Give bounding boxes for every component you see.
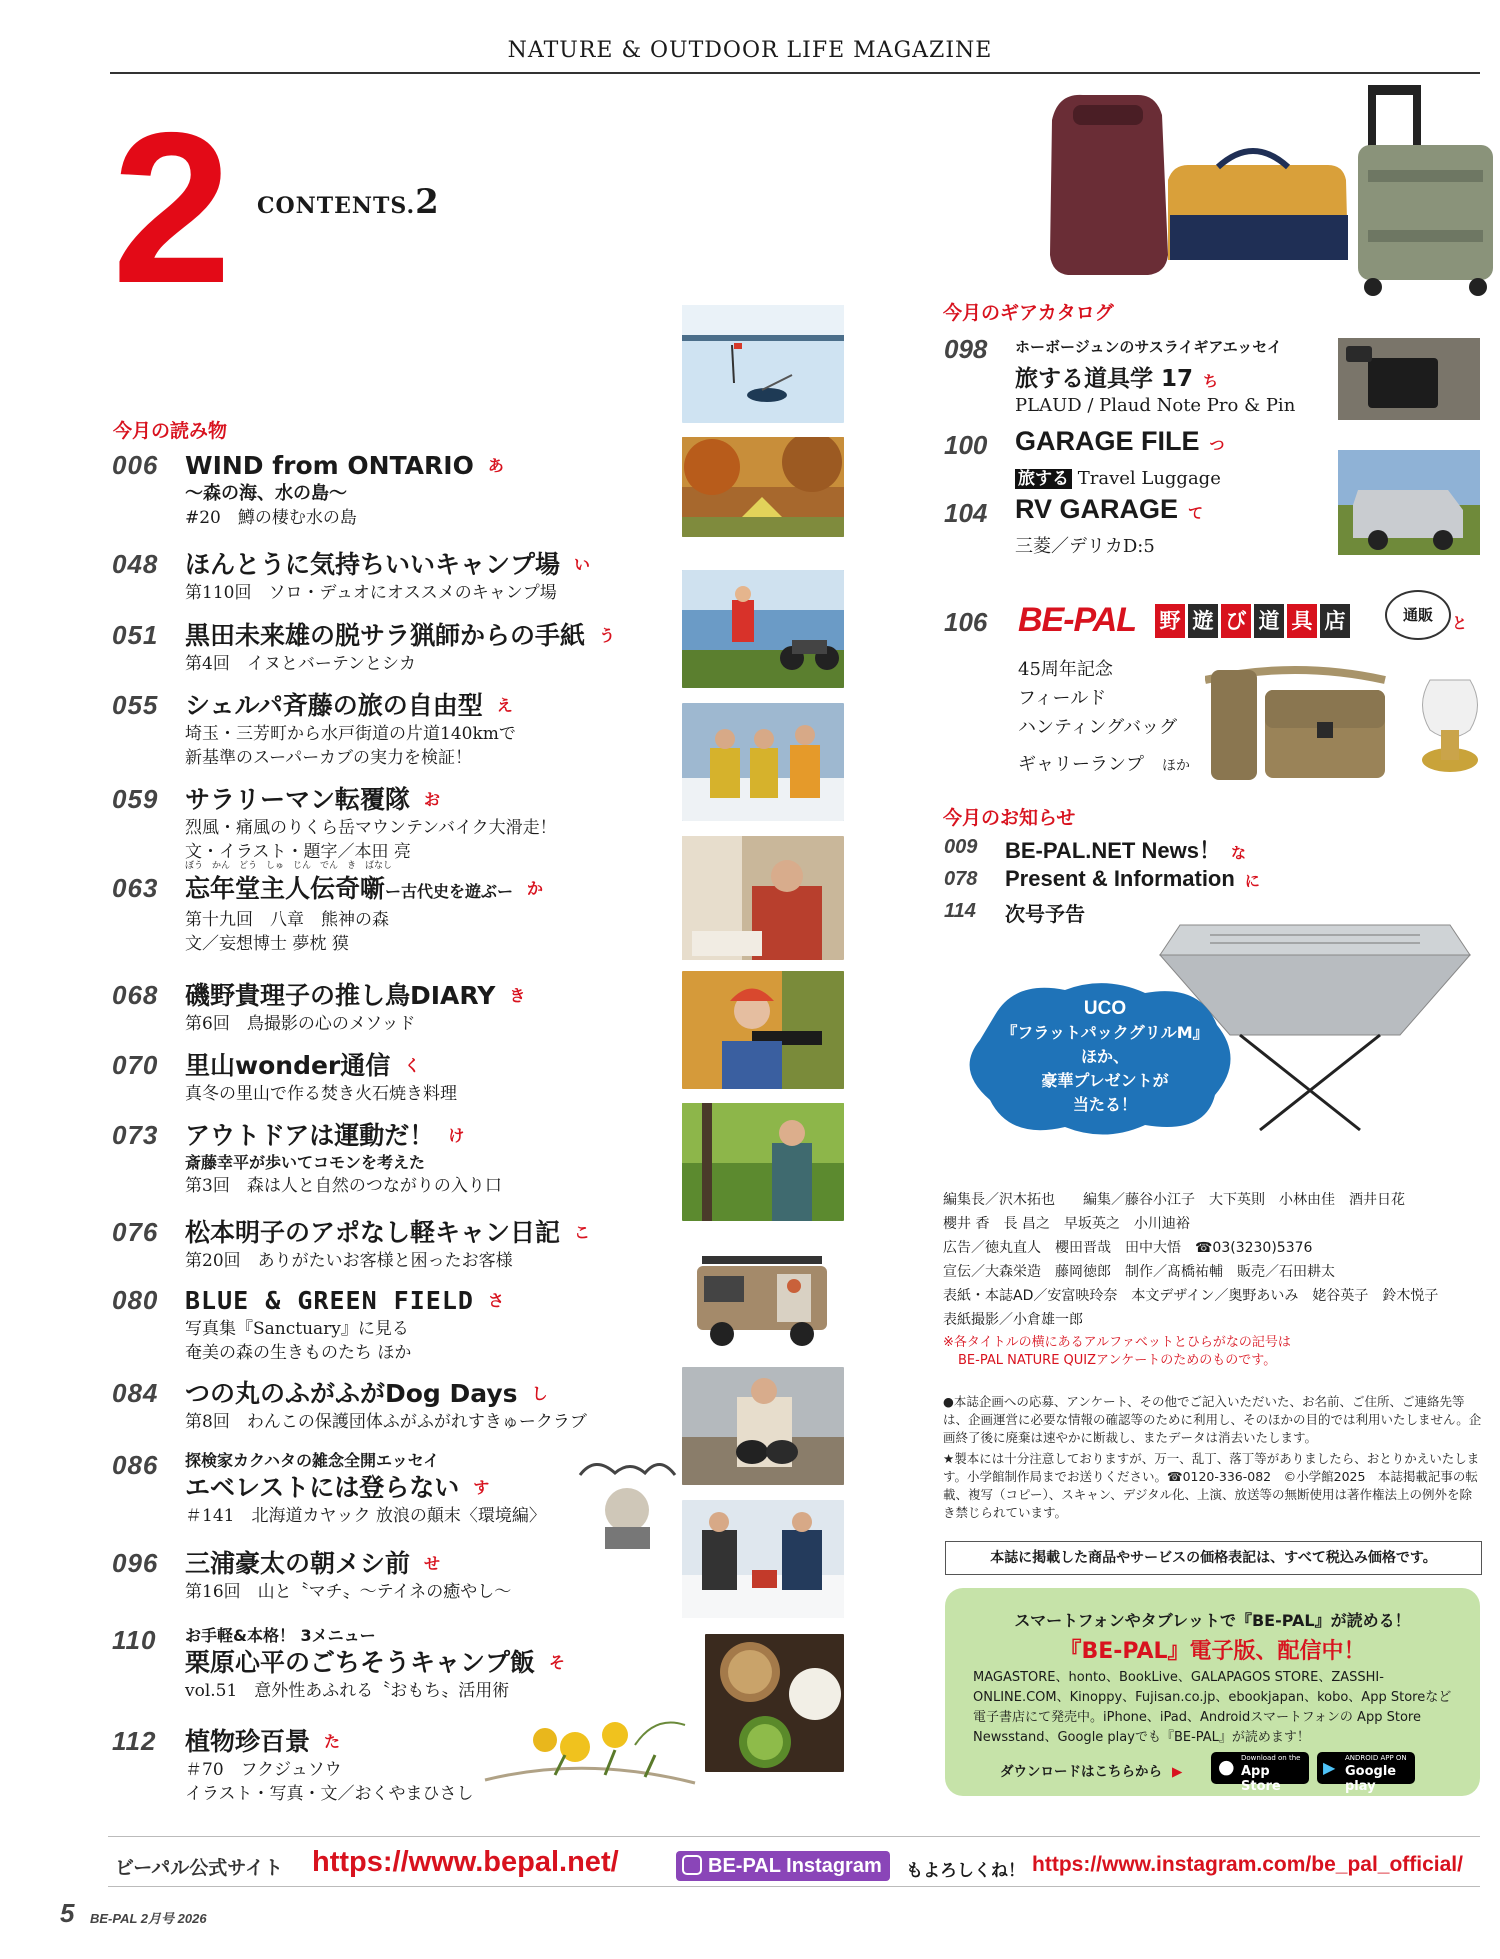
toc-subtitle: 烈風・痛風のりくら岳マウンテンバイク大滑走！: [185, 818, 557, 838]
apple-icon: ●: [1218, 1756, 1235, 1778]
shop-name-char: 店: [1320, 604, 1350, 638]
toc-subtitle: 第4回 イヌとバーテンとシカ: [185, 654, 416, 674]
toc-title: [185, 1647, 685, 1679]
credit-line: 表紙・本誌AD／安富映玲奈 本文デザイン／奥野あいみ 姥谷英子 鈴木悦子: [943, 1288, 1439, 1304]
photo-hunting-bag-lamp: [1205, 650, 1485, 790]
app-store-label: App Store: [1241, 1764, 1281, 1794]
toc-body: [185, 1625, 685, 1703]
toc-title: [185, 1050, 685, 1082]
quiz-mark: く: [404, 1056, 421, 1075]
toc-page-number: 110: [112, 1625, 157, 1655]
instagram-url-link[interactable]: https://www.instagram.com/be_pal_official/: [1032, 1853, 1463, 1876]
reading-section-title: 今月の読み物: [113, 420, 228, 442]
gear-kicker: ホーボージュンのサスライギアエッセイ: [1015, 338, 1282, 356]
quiz-mark: い: [574, 555, 591, 574]
toc-body: [185, 1120, 685, 1198]
credit-line: 表紙撮影／小倉雄一郎: [943, 1312, 1083, 1328]
toc-subtitle: イラスト・写真・文／おくやまひさし: [185, 1784, 474, 1804]
gear-title: [1015, 360, 1218, 393]
toc-page-number: 051: [112, 620, 159, 650]
toc-page-number: 096: [112, 1548, 159, 1578]
toc-page-number: 059: [112, 784, 159, 814]
quiz-mark: き: [509, 986, 526, 1005]
news-page-number: 078: [944, 868, 978, 890]
toc-title: [185, 1285, 685, 1317]
credit-line: 編集長／沢木拓也 編集／藤谷小江子 大下英則 小林由佳 酒井日花: [943, 1192, 1405, 1208]
photo-writer-desk: [682, 836, 844, 960]
google-play-label: Google play: [1345, 1764, 1397, 1794]
news-title-text: BE-PAL.NET News！: [1005, 838, 1221, 863]
gear-title: [1015, 494, 1203, 525]
shop-name-char: 具: [1287, 604, 1317, 638]
gear-title: [1015, 426, 1225, 457]
shop-line: [1018, 750, 1190, 781]
news-title: [1005, 866, 1260, 892]
instagram-icon: [682, 1855, 702, 1875]
instagram-text: もよろしくね！: [906, 1861, 1025, 1881]
toc-title: [185, 1120, 685, 1152]
toc-body: [185, 1050, 685, 1106]
gear-page-number: 100: [944, 430, 988, 460]
toc-title-text: 松本明子のアポなし軽キャン日記: [185, 1218, 561, 1247]
shop-page-number: 106: [944, 607, 988, 637]
toc-body: [185, 1548, 685, 1604]
quiz-mark: に: [1244, 873, 1260, 890]
toc-title: [185, 1217, 685, 1249]
toc-body: [185, 450, 685, 530]
google-play-small-label: ANDROID APP ON: [1345, 1754, 1407, 1762]
toc-page-number: 006: [112, 450, 159, 480]
instagram-badge-label: BE-PAL Instagram: [708, 1855, 882, 1877]
shop-mailorder-bubble: 通販: [1385, 590, 1451, 640]
photo-ice-fishing: [682, 305, 844, 423]
toc-page-number: 068: [112, 980, 159, 1010]
google-play-button[interactable]: [1317, 1752, 1415, 1794]
defect-note: ★製本には十分注意しておりますが、万一、乱丁、落丁等がありましたら、おとりかえいたします。小学館制作局までお送りください。☎0120-336-082 ©小学館2025 本誌掲載記事の転載、複写（コピー）、スキャン、デジタル化、上演、放送等の無断使用は著作権法上の例外を除き禁じられています。: [943, 1451, 1480, 1520]
quiz-mark: つ: [1209, 437, 1225, 454]
quiz-mark: せ: [424, 1554, 441, 1573]
toc-kicker: 斎藤幸平が歩いてコモンを考えた: [185, 1153, 426, 1172]
shop-line: ハンティングバッグ: [1018, 717, 1178, 738]
toc-page-number: 055: [112, 690, 159, 720]
toc-page-number: 084: [112, 1378, 159, 1408]
quiz-mark: お: [424, 790, 441, 809]
toc-body: [185, 784, 685, 864]
shop-name-char: 道: [1254, 604, 1284, 638]
arrow-right-icon: ▶: [1172, 1764, 1183, 1780]
shop-hoka: ほか: [1162, 758, 1190, 774]
site-url-link[interactable]: https://www.bepal.net/: [312, 1846, 619, 1878]
quiz-mark: し: [531, 1384, 548, 1403]
shop-line-text: ギャリーランプ: [1018, 754, 1144, 775]
shop-name-char: び: [1221, 604, 1251, 638]
gear-sub: PLAUD / Plaud Note Pro & Pin: [1015, 395, 1296, 416]
toc-title-text: サラリーマン転覆隊: [185, 785, 411, 814]
toc-title-text: エベレストには登らない: [185, 1473, 460, 1502]
quiz-mark: て: [1188, 505, 1204, 522]
credit-line: 櫻井 香 長 昌之 早坂英之 小川迪裕: [943, 1216, 1190, 1232]
contents-label-text: CONTENTS.: [257, 193, 416, 219]
photo-camp-meal: [705, 1634, 844, 1772]
notice-line: BE-PAL NATURE QUIZアンケートのためのものです。: [958, 1353, 1277, 1368]
shop-name: [1155, 604, 1350, 638]
toc-subtitle: ＃70 フクジュソウ: [185, 1760, 342, 1780]
digital-title: 『BE-PAL』電子版、配信中！: [1059, 1639, 1366, 1664]
toc-title: [185, 450, 685, 482]
shop-lines: [1018, 655, 1190, 781]
toc-title-text: 磯野貴理子の推し鳥DIARY: [185, 981, 496, 1010]
digital-body: MAGASTORE、honto、BookLive、GALAPAGOS STORE、ZASSHI-ONLINE.COM、Kinoppy、Fujisan.co.jp、ebookjapan、kobo、App Storeなど電子書店にて発売中。iPhone、iPad、Androidスマートフォンの App Store Newsstand、Google playでも『BE-PAL』が読めます！: [973, 1670, 1452, 1745]
shop-name-char: 遊: [1188, 604, 1218, 638]
present-bubble-text: [985, 997, 1225, 1117]
contents-label: [257, 182, 440, 222]
toc-body: [185, 1378, 685, 1434]
toc-title: [185, 980, 685, 1012]
present-bubble-line: UCO: [1083, 998, 1127, 1019]
toc-title-text: シェルパ斉藤の旅の自由型: [185, 691, 483, 720]
toc-subtitle: 新基準のスーパーカブの実力を検証！: [185, 748, 472, 768]
news-section-title: 今月のお知らせ: [943, 807, 1076, 829]
credit-line: 宣伝／大森栄造 藤岡徳郎 制作／髙橋祐輔 販売／石田耕太: [943, 1264, 1335, 1280]
contents-label-number: 2: [415, 182, 440, 222]
gear-title-text: RV GARAGE: [1015, 494, 1179, 524]
toc-subtitle: 第8回 わんこの保護団体ふがふがれすきゅークラブ: [185, 1412, 587, 1432]
toc-page-number: 080: [112, 1285, 159, 1315]
toc-page-number: 063: [112, 873, 159, 903]
credit-line: 広告／徳丸直人 櫻田晋哉 田中大悟 ☎03(3230)5376: [943, 1240, 1313, 1256]
download-label: [1000, 1760, 1182, 1780]
toc-title-text: 植物珍百景: [185, 1727, 311, 1756]
gear-page-number: 104: [944, 498, 988, 528]
toc-subtitle: 文／妄想博士 夢枕 獏: [185, 934, 349, 954]
quiz-mark: か: [527, 879, 544, 898]
quiz-mark: す: [473, 1478, 490, 1497]
toc-subtitle: 第十九回 八章 熊神の森: [185, 910, 389, 930]
news-title-text: Present & Information: [1005, 866, 1235, 891]
footer-divider: [108, 1886, 1480, 1887]
quiz-notice: [943, 1334, 1483, 1370]
toc-kicker: 探検家カクハタの雑念全開エッセイ: [185, 1451, 440, 1470]
shop-line: 45周年記念: [1018, 659, 1113, 680]
page-number: 5: [60, 1898, 75, 1928]
toc-subtitle: 文・イラスト・題字／本田 亮: [185, 842, 411, 862]
contents-big-number: 2: [112, 87, 226, 328]
photo-forest-man: [682, 1103, 844, 1221]
present-bubble-line: 『フラットパックグリルM』: [1001, 1023, 1209, 1042]
news-page-number: 009: [944, 836, 978, 858]
tax-notice-box: 本誌に掲載した商品やサービスの価格表記は、すべて税込み価格です。: [945, 1541, 1482, 1575]
staff-credits: [943, 1188, 1463, 1332]
toc-title: [185, 784, 685, 816]
toc-title: [185, 1548, 685, 1580]
toc-page-number: 112: [112, 1726, 157, 1756]
shop-brand: BE-PAL: [1018, 601, 1137, 639]
toc-subtitle: 〜森の海、水の島〜: [185, 483, 347, 504]
news-title: 次号予告: [1005, 902, 1085, 926]
toc-subtitle: 埼玉・三芳町から水戸街道の片道140kmで: [185, 724, 516, 744]
toc-body: [185, 690, 685, 770]
privacy-note: ●本誌企画への応募、アンケート、その他でご記入いただいた、お名前、ご住所、ご連絡先等は、企画運営に必要な情報の確認等のために利用し、そのほかの目的では利用いたしません。企画終了後に廃棄は速やかに断裁し、またデータは消去いたします。: [943, 1394, 1482, 1445]
site-label: ビーパル公式サイト: [115, 1857, 283, 1879]
toc-title: [185, 620, 685, 652]
toc-page-number: 070: [112, 1050, 159, 1080]
toc-title-text: つの丸のふがふがDog Days: [185, 1379, 518, 1408]
toc-subtitle: 第16回 山と〝マチ〟〜テイネの癒やし〜: [185, 1582, 512, 1602]
gear-sub: [1015, 464, 1221, 489]
photo-delica: [1338, 450, 1480, 555]
illustration-moose-man: [575, 1455, 680, 1550]
photo-camp-autumn: [682, 437, 844, 537]
photo-river-bike: [682, 570, 844, 688]
quiz-mark: こ: [574, 1223, 591, 1242]
photo-plaud: [1338, 338, 1480, 420]
photo-bird-camera: [682, 971, 844, 1089]
quiz-mark: ち: [1203, 372, 1219, 390]
app-store-small-label: Download on the: [1241, 1754, 1301, 1762]
toc-body: [185, 549, 685, 605]
quiz-mark: た: [324, 1732, 341, 1751]
quiz-mark: け: [448, 1126, 465, 1145]
shop-name-char: 野: [1155, 604, 1185, 638]
toc-title: [185, 690, 685, 722]
gear-page-number: 098: [944, 334, 988, 364]
toc-body: [185, 620, 685, 676]
toc-title: [185, 873, 685, 908]
toc-subtitle: vol.51 意外性あふれる〝おもち〟活用術: [185, 1681, 510, 1701]
gear-sub: 三菱／デリカD:5: [1015, 536, 1155, 557]
gear-sub-tag: 旅する: [1015, 469, 1072, 489]
present-bubble-line: 豪華プレゼントが: [1041, 1071, 1169, 1090]
google-play-icon: ▶: [1323, 1758, 1336, 1777]
quiz-mark: え: [496, 696, 513, 715]
toc-body: [185, 1285, 685, 1365]
toc-title-suffix: ー古代史を遊ぶー: [385, 882, 514, 901]
toc-body: [185, 1217, 685, 1273]
toc-title-text: WIND from ONTARIO: [185, 451, 474, 480]
toc-title-text: ほんとうに気持ちいいキャンプ場: [185, 550, 561, 579]
magazine-tagline: NATURE & OUTDOOR LIFE MAGAZINE: [507, 38, 993, 63]
toc-kicker: お手軽&本格！ 3メニュー: [185, 1626, 376, 1645]
footer-divider: [108, 1836, 1480, 1837]
toc-page-number: 076: [112, 1217, 159, 1247]
toc-title-text: 栗原心平のごちそうキャンプ飯: [185, 1648, 536, 1677]
digital-edition-box: [945, 1588, 1480, 1796]
toc-subtitle: 第20回 ありがたいお客様と困ったお客様: [185, 1251, 513, 1271]
toc-subtitle: ＃141 北海道カヤック 放浪の顛末〈環境編〉: [185, 1506, 546, 1526]
download-label-text: ダウンロードはこちらから: [1000, 1764, 1162, 1780]
toc-ruby: ぼう かん どう しゅ じん でん き ばなし: [185, 861, 393, 871]
toc-body: [185, 980, 685, 1036]
quiz-mark: さ: [487, 1291, 504, 1310]
toc-page-number: 073: [112, 1120, 159, 1150]
toc-page-number: 086: [112, 1450, 159, 1480]
toc-title: [185, 549, 685, 581]
toc-title-text: 黒田未来雄の脱サラ猟師からの手紙: [185, 621, 586, 650]
app-store-button[interactable]: [1211, 1752, 1309, 1794]
quiz-mark: う: [599, 626, 616, 645]
toc-subtitle: 写真集『Sanctuary』に見る: [185, 1319, 409, 1339]
toc-body: [185, 859, 685, 956]
news-page-number: 114: [944, 900, 976, 922]
gear-section-title: 今月のギアカタログ: [943, 302, 1114, 324]
toc-title-text: BLUE & GREEN FIELD: [185, 1286, 474, 1315]
toc-title-text: アウトドアは運動だ！: [185, 1121, 435, 1150]
quiz-mark: あ: [487, 456, 504, 475]
toc-subtitle: 第110回 ソロ・デュオにオススメのキャンプ場: [185, 583, 557, 603]
toc-subtitle: 第3回 森は人と自然のつながりの入り口: [185, 1176, 502, 1196]
issue-label: BE-PAL 2月号 2026: [90, 1911, 207, 1926]
notice-line: ※各タイトルの横にあるアルファベットとひらがなの記号は: [943, 1335, 1291, 1350]
toc-title-text: 里山wonder通信: [185, 1051, 391, 1080]
toc-subtitle: #20 鱒の棲む水の島: [185, 508, 357, 528]
toc-page-number: 048: [112, 549, 159, 579]
luggage-photo: [1038, 55, 1500, 305]
toc-title-text: 三浦豪太の朝メシ前: [185, 1549, 411, 1578]
photo-winter-trio: [682, 703, 844, 821]
instagram-badge[interactable]: [676, 1851, 890, 1881]
gear-sub-text: Travel Luggage: [1072, 468, 1221, 489]
present-bubble-line: 当たる！: [1072, 1095, 1137, 1114]
toc-title: [185, 1378, 685, 1410]
quiz-mark: と: [1452, 614, 1468, 632]
quiz-mark: そ: [549, 1653, 566, 1672]
quiz-mark: な: [1230, 845, 1246, 862]
photo-snow-breakfast: [682, 1500, 844, 1618]
gear-title-text: 旅する道具学 17: [1015, 366, 1194, 392]
photo-kei-camper: [682, 1236, 844, 1354]
illustration-fukujuso: [455, 1695, 705, 1795]
toc-subtitle: 真冬の里山で作る焚き火石焼き料理: [185, 1084, 457, 1104]
toc-subtitle: 奄美の森の生きものたち ほか: [185, 1343, 412, 1363]
present-bubble-line: ほか、: [1080, 1047, 1129, 1066]
digital-headline: スマートフォンやタブレットで『BE-PAL』が読める！: [1014, 1611, 1411, 1630]
news-title: [1005, 834, 1246, 865]
photo-dogs: [682, 1367, 844, 1485]
shop-line: フィールド: [1018, 688, 1107, 709]
gear-title-text: GARAGE FILE: [1015, 426, 1200, 456]
toc-subtitle: 第6回 鳥撮影の心のメソッド: [185, 1014, 416, 1034]
toc-title-text: 忘年堂主人伝奇噺: [185, 874, 386, 903]
